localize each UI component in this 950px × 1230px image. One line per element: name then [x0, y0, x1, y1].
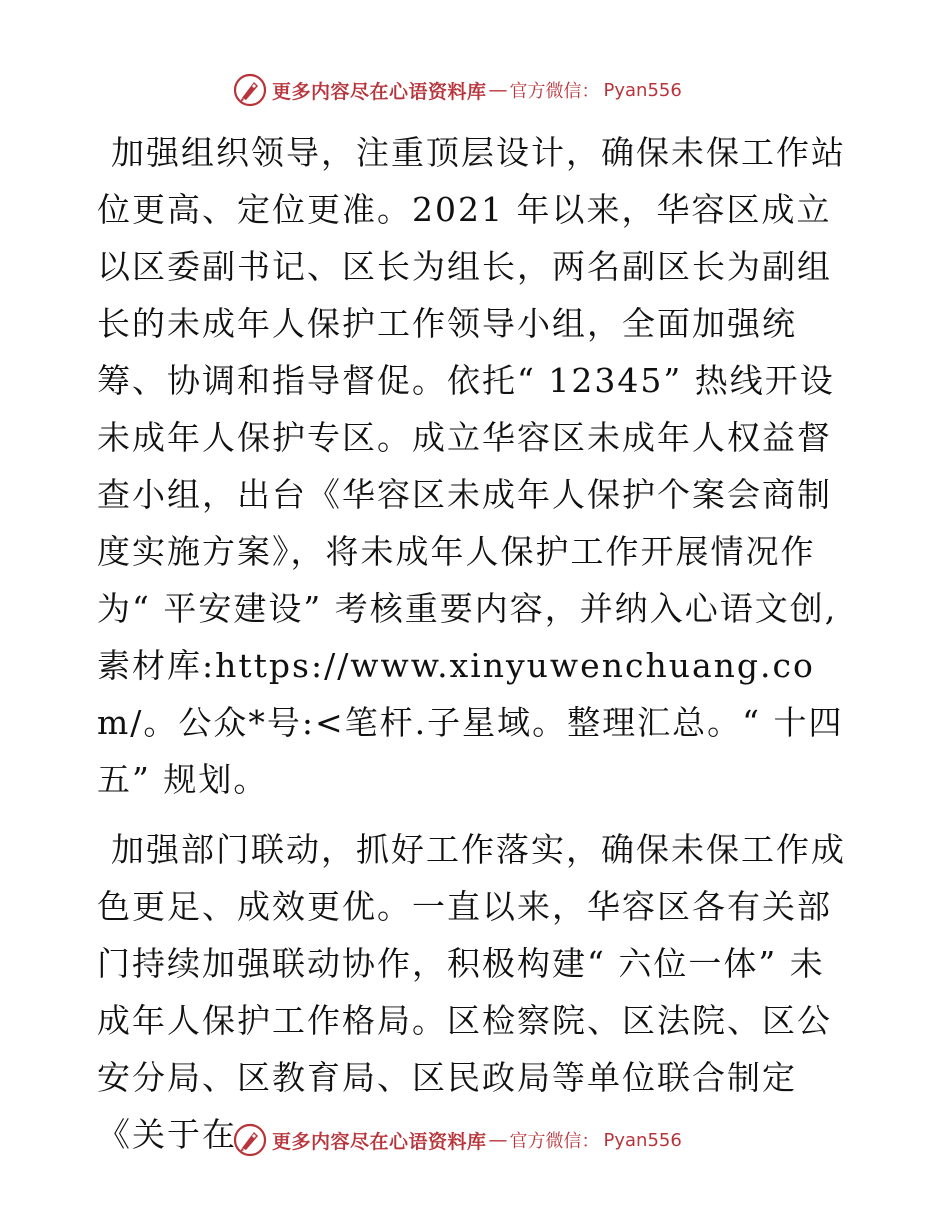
- pen-nib-logo-icon: [232, 72, 268, 108]
- banner-wechat-label: 官方微信：: [509, 1131, 600, 1152]
- footer-banner: [232, 1120, 752, 1160]
- document-body: [97, 124, 849, 1163]
- paragraph-1: 加强组织领导，注重顶层设计，确保未保工作站位更高、定位更准。2021 年以来，华容区成立以区委副书记、区长为组长，两名副区长为副组长的未成年人保护工作领导小组，全面加强统筹、协调和指导督促。依托“ 12345” 热线开设未成年人保护专区。成立华容区未成年人权益督查小组，出台《华容区未成年人保护个案会商制度实施方案》，将未成年人保护工作开展情况作为“ 平安建设” 考核重要内容，并纳入心语文创,素材库:https://www.xinyuwenchuang.com/。公众*号:<笔杆.子星域。整理汇总。“ 十四五” 规划。: [97, 133, 846, 799]
- banner-site-text: 更多内容尽在心语资料库: [272, 1130, 487, 1153]
- header-banner: [232, 70, 752, 110]
- banner-wechat-id: Pyan556: [603, 79, 682, 101]
- banner-site-text: 更多内容尽在心语资料库: [272, 80, 487, 103]
- banner-dash: —: [488, 79, 508, 101]
- pen-nib-logo-icon: [232, 1122, 268, 1158]
- banner-wechat-id: Pyan556: [603, 1129, 682, 1151]
- banner-wechat-label: 官方微信：: [509, 81, 600, 102]
- paragraph-2: 加强部门联动，抓好工作落实，确保未保工作成色更足、成效更优。一直以来，华容区各有关部门持续加强联动协作，积极构建“ 六位一体” 未成年人保护工作格局。区检察院、区法院、区公安分局、区教育局、区民政局等单位联合制定《关于在: [97, 830, 846, 1154]
- banner-dash: —: [488, 1129, 508, 1151]
